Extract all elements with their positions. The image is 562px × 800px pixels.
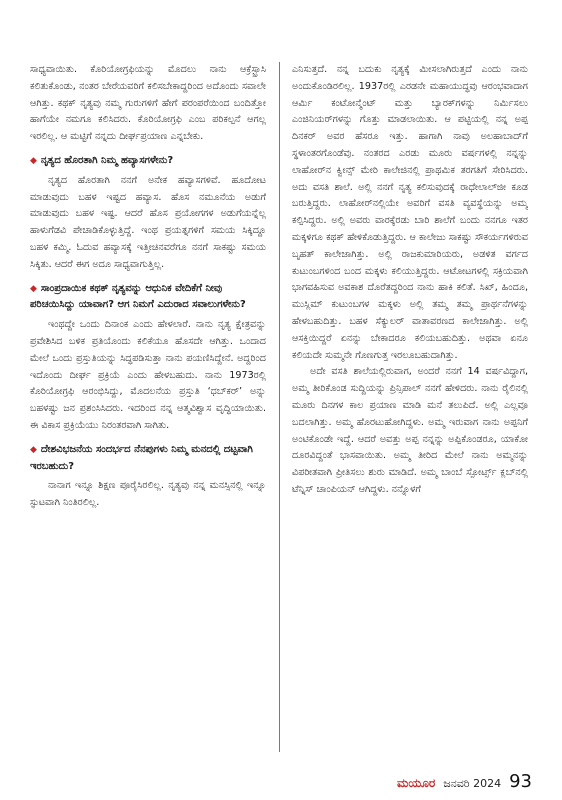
diamond-bullet-icon: ◆ [30,155,37,166]
page-number: 93 [509,771,532,792]
question-text: ನೃತ್ಯದ ಹೊರತಾಗಿ ನಿಮ್ಮ ಹವ್ಯಾಸಗಳೇನು? [40,154,174,166]
answer-modern-stage: ಇಂಥದ್ದೇ ಒಂದು ದಿನಾಂಕ ಎಂದು ಹೇಳಲಾರೆ. ನಾನು ನೃತ್ಯ ಕ್ಷೇತ್ರವನ್ನು ಪ್ರವೇಶಿಸಿದ ಬಳಿಕ ಪ್ರತಿಯೊಂದು ಕಲಿಕೆಯೂ ಹೊಸದೇ ಆಗಿತ್ತು. ಒಂದಾದ ಮೇಲೆ ಒಂದು ಪ್ರಸ್ತುತಿಯನ್ನು ಸಿದ್ಧಪಡಿಸುತ್ತಾ ನಾನು ಪಯಣಿಸಿದ್ದೇನೆ. ಅದ್ದರಿಂದ ಇದೊಂದು ದೀರ್ಘ ಪ್ರಕ್ರಿಯೆ ಎಂದು ಹೇಳಬಹುದು. ನಾನು 1973ರಲ್ಲಿ ಕೊರಿಯೋಗ್ರಫಿ ಆರಂಭಿಸಿದ್ದು, ಮೊದಲನೆಯ ಪ್ರಸ್ತುತಿ ‘ಧಬ್‌ಕರ್’ ಅನ್ನು ಬಹಳಷ್ಟು ಜನ ಪ್ರಶಂಸಿಸಿದರು. ಇದರಿಂದ ನನ್ನ ಆತ್ಮವಿಶ್ವಾಸ ವೃದ್ಧಿಯಾಯಿತು. ಈ ವಿಕಾಸ ಪ್ರಕ್ರಿಯೆಯು ನಿರಂತರವಾಗಿ ಸಾಗಿತು. [30,319,266,431]
answer-partition: ನಾನಾಗ ಇನ್ನೂ ಶಿಕ್ಷಣ ಪೂರೈಸಿರಲಿಲ್ಲ. ನೃತ್ಯವು ನನ್ನ ಮನಸ್ಸಿನಲ್ಲಿ ಇನ್ನೂ ಸ್ಫುಟವಾಗಿ ನಿಂತಿರಲಿಲ್ಲ. [30,480,266,509]
right-column [292,62,528,752]
magazine-page [30,62,538,752]
column-divider [279,62,280,752]
magazine-logo: ಮಯೂರ [396,776,436,790]
diamond-bullet-icon: ◆ [30,283,37,294]
question-text: ಸಾಂಪ್ರದಾಯಿಕ ಕಥಕ್ ನೃತ್ಯವನ್ನು ಆಧುನಿಕ ವೇದಿಕೆಗೆ ನೀವು ಪರಿಚಯಿಸಿದ್ದು ಯಾವಾಗ? ಆಗ ನಿಮಗೆ ಎದುರಾದ ಸವಾಲುಗಳೇನು? [30,282,246,311]
page-footer [397,771,532,792]
left-column [30,62,266,752]
issue-date: ಜನವರಿ 2024 [443,777,502,790]
answer-hobbies: ನೃತ್ಯದ ಹೊರತಾಗಿ ನನಗೆ ಅನೇಕ ಹವ್ಯಾಸಗಳಿವೆ. ಹೂದೋಟ ಮಾಡುವುದು ಬಹಳ ಇಷ್ಟದ ಹವ್ಯಾಸ. ಹೊಸ ನಮೂನೆಯ ಅಡುಗೆ ಮಾಡುವುದು ಬಹಳ ಇಷ್ಟ. ಆದರೆ ಹೊಸ ಪ್ರಯೋಗಗಳ ಅಡುಗೆಯನ್ನೆಲ್ಲ ಹಾಳುಗೆಡವಿ ಪೇಚಾಡಿಕೊಳ್ಳುತ್ತಿದ್ದೆ. ಇಂಥ ಪ್ರಯತ್ನಗಳಿಗೆ ಸಮಯ ಸಿಕ್ಕಿದ್ದೂ ಬಹಳ ಕಮ್ಮಿ. ಓದುವ ಹವ್ಯಾಸಕ್ಕೆ ಇತ್ತೀಚಿನವರೆಗೂ ನನಗೆ ಸಾಕಷ್ಟು ಸಮಯ ಸಿಕ್ಕಿತು. ಆದರೆ ಈಗ ಅದೂ ಸಾಧ್ಯವಾಗುತ್ತಿಲ್ಲ. [30,174,266,270]
diamond-bullet-icon: ◆ [30,444,37,455]
question-partition [30,442,266,476]
question-text: ದೇಶವಿಭಜನೆಯ ಸಂದರ್ಭದ ನೆನಪುಗಳು ನಿಮ್ಮ ಮನದಲ್ಲಿ ದಟ್ಟವಾಗಿ ಇರಬಹುದು? [30,443,253,472]
intro-paragraph: ಸಾಧ್ಯವಾಯಿತು. ಕೊರಿಯೋಗ್ರಫಿಯನ್ನು ಮೊದಲು ನಾನು ಆಕ್ರೆಸ್ಟ್ರಾಸಿ ಕಲಿತುಕೊಂಡು, ನಂತರ ಬೇರೆಯವರಿಗೆ ಕಲಿಸಬೇಕಾದ್ದರಿಂದ ಅದೊಂದು ಸವಾಲೇ ಆಗಿತ್ತು. ಕಥಕ್ ನೃತ್ಯವು ನಮ್ಮ ಗುರುಗಳಿಗೆ ಹೇಗೆ ಪರಂಪರೆಯಿಂದ ಬಂದಿತ್ತೋ ಹಾಗೆಯೇ ನಮಗೂ ಕಲಿಸಿದರು. ಕೊರಿಯೋಗ್ರಫಿ ಎಂಬ ಪರಿಕಲ್ಪನೆ ಆಗಲ್ಲ ಇರಲಿಲ್ಲ. ಆ ಮಟ್ಟಿಗೆ ನನ್ನದು ದೀರ್ಘಪ್ರಯಾಣ ಎನ್ನಬೇಕು. [30,64,266,143]
question-hobbies [30,153,266,170]
story-paragraph-2: ಅದೇ ವಸತಿ ಶಾಲೆಯಲ್ಲಿರುವಾಗ, ಅಂದರೆ ನನಗೆ 14 ವರ್ಷವಿದ್ದಾಗ, ಅಮ್ಮ ತೀರಿಕೊಂಡ ಸುದ್ದಿಯನ್ನು ಪ್ರಿನ್ಸಿಪಾಲ್ ನನಗೆ ಹೇಳಿದರು. ನಾನು ರೈಲಿನಲ್ಲಿ ಮೂರು ದಿನಗಳ ಕಾಲ ಪ್ರಯಾಣ ಮಾಡಿ ಮನೆ ತಲುಪಿದೆ. ಅಲ್ಲಿ ಎಲ್ಲವೂ ಬದಲಾಗಿತ್ತು. ಅಮ್ಮ ಹೊರಟುಹೋಗಿದ್ದಳು. ಅಮ್ಮ ಇರುವಾಗ ನಾನು ಅಪ್ಪನಿಗೆ ಅಂಟಿಕೊಂಡೇ ಇದ್ದೆ. ಆದರೆ ಅವತ್ತು ಅಪ್ಪ ನನ್ನನ್ನು ಅಪ್ಪಿಕೊಂಡರೂ, ಯಾಕೋ ದೂರವಿದ್ದಂತೆ ಭಾಸವಾಯಿತು. ಅಮ್ಮ ತೀರಿದ ಮೇಲೆ ನಾನು ಅಮ್ಮನನ್ನು ವಿಪರೀತವಾಗಿ ಪ್ರೀತಿಸಲು ಶುರು ಮಾಡಿದೆ. ಅಮ್ಮ ಬಾಂಬೆ ಸ್ಪೋರ್ಟ್ಸ್ ಕ್ಲಬ್‌ನಲ್ಲಿ ಟೆನ್ನಿಸ್ ಚಾಂಪಿಯನ್ ಆಗಿದ್ದಳು. ನನ್ನೊಳಗೆ [292,366,528,495]
story-paragraph-1: ಎನಿಸುತ್ತದೆ. ನನ್ನ ಬದುಕು ನೃತ್ಯಕ್ಕೆ ಮೀಸಲಾಗಿರುತ್ತದೆ ಎಂದು ನಾನು ಅಂದುಕೊಂಡಿರಲಿಲ್ಲ. 1937ರಲ್ಲಿ ಎರಡನೇ ಮಹಾಯುದ್ಧವು ಆರಂಭವಾದಾಗ ಆರ್ಮಿ ಕಂಟೋನ್ಮೆಂಟ್ ಮತ್ತು ಬ್ಯಾರಕ್‌ಗಳನ್ನು ನಿರ್ಮಿಸಲು ಎಂಜಿನಿಯರ್‌ಗಳನ್ನು ಗೊತ್ತು ಮಾಡಲಾಯಿತು. ಆ ಪಟ್ಟಿಯಲ್ಲಿ ನನ್ನ ಅಪ್ಪ ದಿನಕರ್ ಅವರ ಹೆಸರೂ ಇತ್ತು. ಹಾಗಾಗಿ ನಾವು ಅಲಹಾಬಾದ್‌ಗೆ ಸ್ಥಳಾಂತರಗೊಂಡೆವು. ನಂತರದ ಎರಡು ಮೂರು ವರ್ಷಗಳಲ್ಲಿ ನನ್ನನ್ನು ಲಾಹೋರ್‌ನ ಕ್ವೀನ್ಸ್ ಮೇರಿ ಕಾಲೇಜಿನಲ್ಲಿ ಪ್ರಾಥಮಿಕ ತರಗತಿಗೆ ಸೇರಿಸಿದರು. ಅದು ವಸತಿ ಶಾಲೆ. ಅಲ್ಲಿ ನನಗೆ ನೃತ್ಯ ಕಲಿಸುವುದಕ್ಕೆ ರಾಧೇಲಾಲ್‌ಜೀ ಕೂಡ ಬರುತ್ತಿದ್ದರು. ಲಾಹೋರ್‌ನಲ್ಲಿಯೇ ಅವರಿಗೆ ವಸತಿ ವ್ಯವಸ್ಥೆಯನ್ನು ಅಮ್ಮ ಕಲ್ಪಿಸಿದ್ದರು. ಅಲ್ಲಿ ಅವರು ವಾರಕ್ಕೆರಡು ಬಾರಿ ಶಾಲೆಗೆ ಬಂದು ನನಗೂ ಇತರ ಮಕ್ಕಳಿಗೂ ಕಥಕ್ ಹೇಳಿಕೊಡುತ್ತಿದ್ದರು. ಆ ಕಾಲೇಜು ಸಾಕಷ್ಟು ಸೌಕರ್ಯಗಳಿರುವ ಬೃಹತ್ ಕಾಲೇಜಾಗಿತ್ತು. ಅಲ್ಲಿ ರಾಜಕುಮಾರಿಯರು, ಅಡಳಿತ ವರ್ಗದ ಕುಟುಂಬಗಳಿಂದ ಬಂದ ಮಕ್ಕಳು ಕಲಿಯುತ್ತಿದ್ದರು. ಆಟೋಟಗಳಲ್ಲಿ ಸಕ್ರಿಯವಾಗಿ ಭಾಗವಹಿಸುವ ಅವಕಾಶ ದೊರೆತದ್ದರಿಂದ ನಾನು ಹಾಕಿ ಕಲಿತೆ. ಸಿಖ್, ಹಿಂದೂ, ಮುಸ್ಲಿಮ್ ಕುಟುಂಬಗಳ ಮಕ್ಕಳು ಅಲ್ಲಿ ತಮ್ಮ ತಮ್ಮ ಪ್ರಾರ್ಥನೆಗಳನ್ನು ಹೇಳಬಹುದಿತ್ತು. ಬಹಳ ಸೆಕ್ಯುಲರ್ ವಾತಾವರಣದ ಕಾಲೇಜಾಗಿತ್ತು. ಅಲ್ಲಿ ಆಸಕ್ತಿಯಿದ್ದರೆ ಏನನ್ನು ಬೇಕಾದರೂ ಕಲಿಯಬಹುದಿತ್ತು. ಅಥವಾ ಏನೂ ಕಲಿಯದೇ ಸುಮ್ಮನೇ ಗೊಣಗುತ್ತ ಇರಲೂಬಹುದಾಗಿತ್ತು. [292,64,528,361]
question-modern-stage [30,281,266,315]
